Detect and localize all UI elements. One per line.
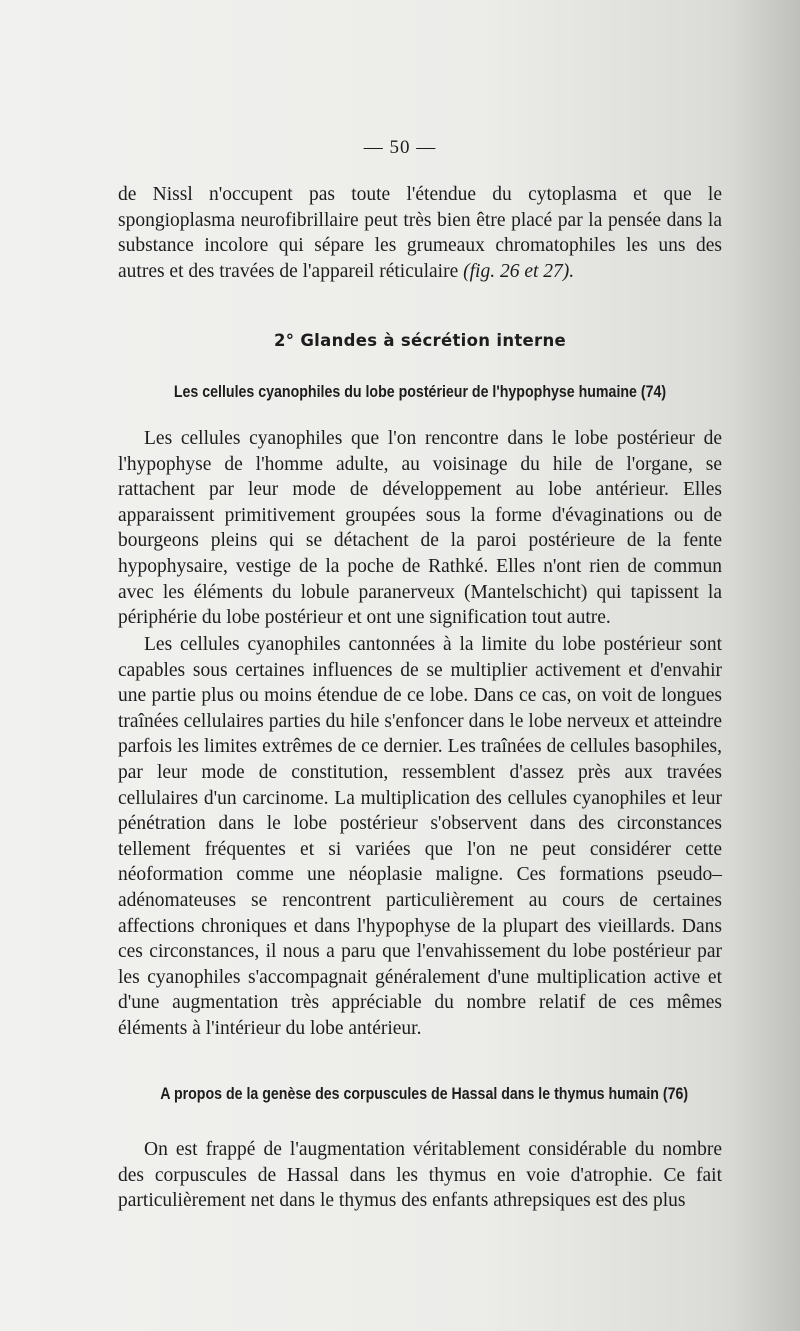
- section-heading: 2° Glandes à sécrétion interne: [273, 331, 567, 350]
- page-number: — 50 —: [363, 137, 437, 158]
- paragraph-cyanophiles-2: Les cellules cyanophiles cantonnées à la limite du lobe postérieur sont capables sous certaines influences de se multiplier activement et d'envahir une partie plus ou moins étendue de ce lobe. Dans ce cas, on voit de longues traînées cellulaires parties du hile s'enfoncer dans le lobe nerveux et atteindre parfois les limites extrêmes de ce dernier. Les traînées de cellules basophiles, par leur mode de constitution, ressemblent d'assez près aux travées cellulaires d'un carcinome. La multiplication des cellules cyanophiles et leur pénétration dans le lobe postérieur s'observent dans des circonstances tellement fréquentes et si variées que l'on ne peut considérer cette néoformation comme une néoplasie maligne. Ces formations pseudo–adénomateuses se rencontrent particulièrement au cours de certaines affections chroniques et dans l'hypophyse de la plupart des vieillards. Dans ces circonstances, il nous a paru que l'envahissement du lobe postérieur par les cyanophiles s'accompagnait généralement d'une multiplication active et d'une augmentation très appréciable du nombre relatif de ces mêmes éléments à l'intérieur du lobe antérieur.: [118, 634, 722, 1039]
- paragraph-cyanophiles-1: Les cellules cyanophiles que l'on rencontre dans le lobe postérieur de l'hypophyse de l'homme adulte, au voisinage du hile de l'organe, se rattachent par leur mode de développement au lobe antérieur. Elles apparaissent primitivement groupées sous la forme d'évaginations ou de bourgeons pleins qui se détachent de la paroi postérieure de la fente hypophysaire, vestige de la poche de Rathké. Elles n'ont rien de commun avec les éléments du lobule paranerveux (Mantelschicht) qui tapissent la périphérie du lobe postérieur et ont une signification tout autre.: [118, 428, 722, 629]
- paragraph-hassal: On est frappé de l'augmentation véritablement considérable du nombre des corpuscules de Hassal dans les thymus en voie d'atrophie. Ce fait particulièrement net dans le thymus des enfants athrepsiques est des plus: [118, 1139, 722, 1212]
- subheading-cyanophiles: Les cellules cyanophiles du lobe postérieur de l'hypophyse humaine (74): [173, 383, 667, 401]
- paragraph-intro: [118, 182, 722, 284]
- subheading-hassal: A propos de la genèse des corpuscules de Hassal dans le thymus humain (76): [160, 1085, 689, 1103]
- paragraph-intro-text: de Nissl n'occupent pas toute l'étendue du cytoplasma et que le spongioplasma neurofibrillaire peut très bien être placé par la pensée dans la substance incolore qui sépare les grumeaux chromatophiles les uns des autres et des travées de l'appareil réticulaire: [118, 184, 722, 282]
- binding-shadow: [730, 0, 800, 1331]
- figure-reference: (fig. 26 et 27).: [463, 260, 575, 282]
